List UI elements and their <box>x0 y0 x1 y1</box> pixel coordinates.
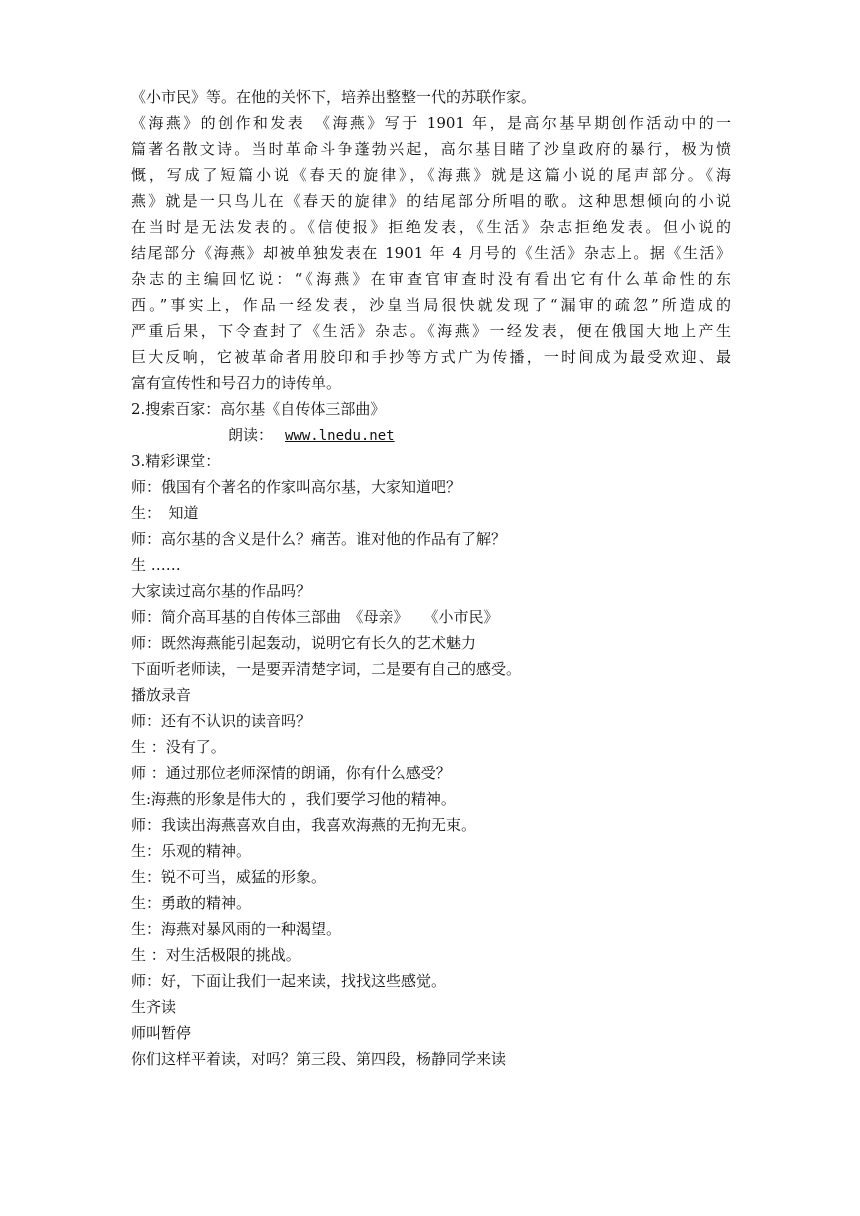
paragraph-line: 《海燕》的创作和发表 《海燕》写于 1901 年，是高尔基早期创作活动中的一 <box>131 114 731 132</box>
intro-line: 《小市民》等。在他的关怀下，培养出整整一代的苏联作家。 <box>131 88 537 106</box>
dialogue-line: 师：高尔基的含义是什么？痛苦。谁对他的作品有了解？ <box>131 530 507 548</box>
dialogue-line: 生:海燕的形象是伟大的 ，我们要学习他的精神。 <box>131 790 456 808</box>
dialogue-line: 师：好，下面让我们一起来读，找找这些感觉。 <box>131 972 447 990</box>
paragraph-line: 西。”事实上，作品一经发表，沙皇当局很快就发现了“漏审的疏忽”所造成的 <box>131 296 731 314</box>
dialogue-line: 你们这样平着读，对吗？第三段、第四段，杨静同学来读 <box>131 1050 507 1068</box>
dialogue-line: 师：简介高耳基的自传体三部曲 《母亲》 《小市民》 <box>131 608 499 626</box>
dialogue-line: 生 ：对生活极限的挑战。 <box>131 946 301 964</box>
section-3-heading: 3.精彩课堂： <box>131 452 221 470</box>
reading-label: 朗读： <box>228 426 274 444</box>
dialogue-line: 生 ：没有了。 <box>131 738 226 756</box>
dialogue-line: 生 …… <box>131 556 181 574</box>
dialogue-line: 播放录音 <box>131 686 192 704</box>
section-2-heading: 2.搜索百家：高尔基《自传体三部曲》 <box>131 400 386 418</box>
paragraph-line: 在当时是无法发表的。《信使报》拒绝发表，《生活》杂志拒绝发表。但小说的 <box>131 218 731 236</box>
dialogue-line: 生：勇敢的精神。 <box>131 894 252 912</box>
reading-line <box>131 422 731 448</box>
paragraph-line: 严重后果，下令查封了《生活》杂志。《海燕》一经发表，便在俄国大地上产生 <box>131 322 731 340</box>
dialogue-line: 师：我读出海燕喜欢自由，我喜欢海燕的无拘无束。 <box>131 816 477 834</box>
dialogue-line: 生：锐不可当，威猛的形象。 <box>131 868 327 886</box>
dialogue-line: 师：还有不认识的读音吗？ <box>131 712 312 730</box>
dialogue-line: 下面听老师读，一是要弄清楚字词，二是要有自己的感受。 <box>131 660 522 678</box>
paragraph-line: 结尾部分《海燕》却被单独发表在 1901 年 4 月号的《生活》杂志上。据《生活》 <box>131 244 731 262</box>
dialogue-line: 生： 知道 <box>131 504 199 522</box>
dialogue-line: 师：既然海燕能引起轰动，说明它有长久的艺术魅力 <box>131 634 477 652</box>
paragraph-line: 巨大反响，它被革命者用胶印和手抄等方式广为传播，一时间成为最受欢迎、最 <box>131 348 731 366</box>
paragraph-line: 慨，写成了短篇小说《春天的旋律》，《海燕》就是这篇小说的尾声部分。《海 <box>131 166 731 184</box>
dialogue-line: 生：乐观的精神。 <box>131 842 252 860</box>
paragraph-line: 燕》就是一只鸟儿在《春天的旋律》的结尾部分所唱的歌。这种思想倾向的小说 <box>131 192 731 210</box>
dialogue-line: 师 ：通过那位老师深情的朗诵，你有什么感受？ <box>131 764 451 782</box>
paragraph-line: 篇著名散文诗。当时革命斗争蓬勃兴起，高尔基目睹了沙皇政府的暴行，极为愤 <box>131 140 731 158</box>
reading-link[interactable]: www.lnedu.net <box>285 428 395 444</box>
dialogue-line: 大家读过高尔基的作品吗？ <box>131 582 312 600</box>
dialogue-line: 师：俄国有个著名的作家叫高尔基，大家知道吧？ <box>131 478 462 496</box>
document-body <box>131 84 731 1072</box>
dialogue-line: 生：海燕对暴风雨的一种渴望。 <box>131 920 342 938</box>
dialogue-line: 生齐读 <box>131 998 177 1016</box>
dialogue-line: 师叫暂停 <box>131 1024 192 1042</box>
paragraph-line: 杂志的主编回忆说：“《海燕》在审查官审查时没有看出它有什么革命性的东 <box>131 270 731 288</box>
paragraph-line: 富有宣传性和号召力的诗传单。 <box>131 374 342 392</box>
